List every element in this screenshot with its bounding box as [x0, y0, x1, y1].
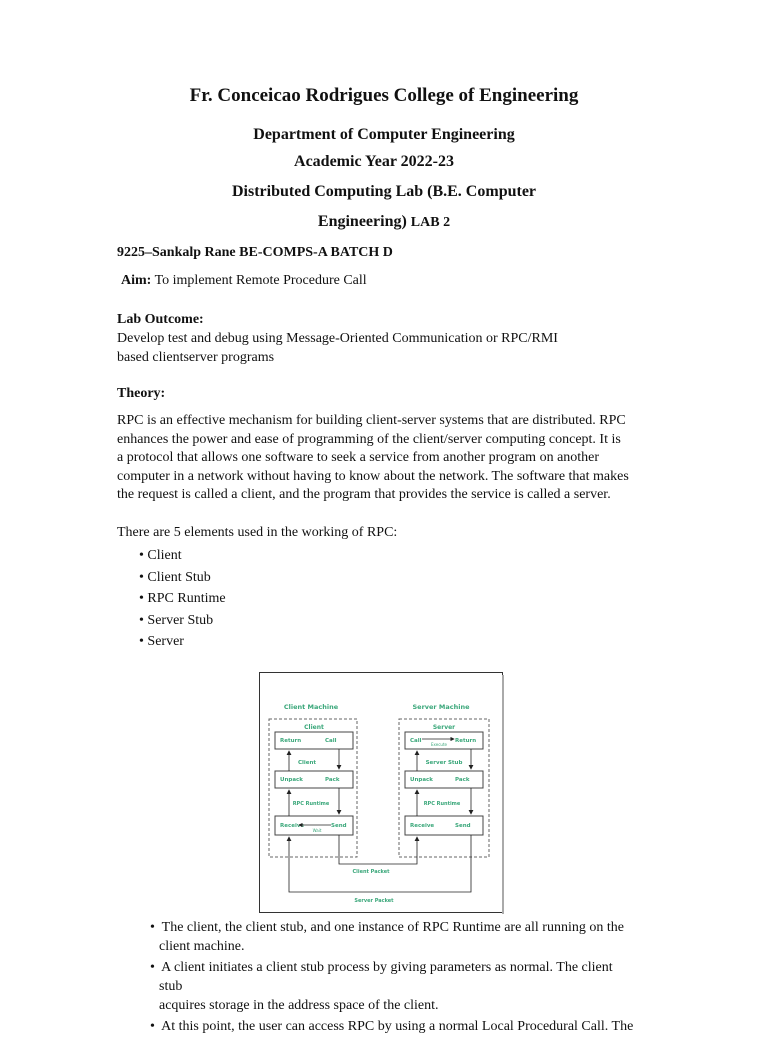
aim-line	[121, 273, 367, 289]
execute-label: Execute	[431, 742, 447, 747]
aim-text: To implement Remote Procedure Call	[154, 273, 367, 288]
notes-list	[139, 918, 639, 1038]
note-line1: A client initiates a client stub process by giving parameters as normal. The client stub	[159, 960, 613, 994]
server-stub-label: Server Stub	[425, 760, 463, 766]
server-return-label: Return	[455, 738, 477, 744]
list-item	[139, 918, 639, 956]
academic-year: Academic Year 2022-23	[294, 153, 454, 170]
server-packet-label: Server Packet	[354, 898, 394, 904]
lab-title-line1: Distributed Computing Lab (B.E. Computer	[231, 183, 537, 200]
client-label: Client	[304, 724, 324, 731]
theory-line: computer in a network without having to know about the network. The software that makes	[117, 468, 629, 484]
client-receive-label: Receive	[280, 823, 305, 829]
server-label: Server	[432, 724, 456, 731]
server-unpack-label: Unpack	[410, 777, 433, 783]
list-item: • RPC Runtime	[139, 588, 226, 610]
server-runtime-label: RPC Runtime	[423, 801, 461, 807]
server-receive-label: Receive	[410, 823, 435, 829]
wait-label: Wait	[312, 828, 322, 833]
note-line2: acquires storage in the address space of the client.	[159, 998, 439, 1013]
client-return-label: Return	[280, 738, 302, 744]
lab-outcome-line2: based clientserver programs	[117, 350, 275, 365]
lab-number: LAB 2	[410, 215, 451, 230]
note-line2: client machine.	[159, 939, 245, 954]
list-item: • Server Stub	[139, 610, 226, 632]
client-packet-label: Client Packet	[352, 869, 390, 875]
department-title: Department of Computer Engineering	[253, 126, 515, 143]
list-item	[139, 958, 639, 1015]
client-machine-label: Client Machine	[283, 703, 339, 711]
theory-line: RPC is an effective mechanism for building client-server systems that are distributed. RPC	[117, 413, 626, 428]
client-stub-label: Client	[297, 760, 317, 766]
server-machine-label: Server Machine	[412, 703, 470, 711]
list-item: • Client	[139, 545, 226, 567]
lab-title-engineering: Engineering)	[317, 213, 407, 230]
theory-line: enhances the power and ease of programming of the client/server computing concept. It is	[117, 431, 621, 447]
list-item: • Server	[139, 631, 226, 653]
rpc-diagram-svg	[259, 672, 505, 914]
theory-line: a protocol that allows one software to seek a service from another program on another	[117, 450, 600, 465]
list-item: • Client Stub	[139, 567, 226, 589]
theory-label: Theory:	[117, 386, 166, 401]
elements-intro: There are 5 elements used in the working of RPC:	[117, 525, 398, 540]
student-info: 9225–Sankalp Rane BE-COMPS-A BATCH D	[117, 245, 393, 260]
theory-line: the request is called a client, and the program that provides the service is called a server.	[117, 487, 611, 502]
server-call-label: Call	[410, 738, 422, 744]
note-line1: At this point, the user can access RPC by using a normal Local Procedural Call. The	[161, 1019, 634, 1034]
server-pack-label: Pack	[455, 777, 470, 783]
client-pack-label: Pack	[325, 777, 340, 783]
college-title: Fr. Conceicao Rodrigues College of Engineering	[189, 85, 579, 106]
lab-title-line2	[0, 213, 768, 231]
list-item	[139, 1017, 639, 1036]
client-unpack-label: Unpack	[280, 777, 303, 783]
client-call-label: Call	[325, 738, 337, 744]
lab-outcome-label: Lab Outcome:	[117, 312, 204, 327]
lab-outcome-line1: Develop test and debug using Message-Oriented Communication or RPC/RMI	[117, 331, 558, 346]
rpc-diagram	[259, 672, 505, 914]
client-runtime-label: RPC Runtime	[292, 801, 330, 807]
server-send-label: Send	[455, 823, 471, 829]
theory-paragraph	[117, 412, 647, 505]
elements-list	[139, 545, 226, 653]
note-line1: The client, the client stub, and one instance of RPC Runtime are all running on the	[161, 920, 624, 935]
client-send-label: Send	[331, 823, 347, 829]
aim-label: Aim:	[121, 273, 152, 288]
